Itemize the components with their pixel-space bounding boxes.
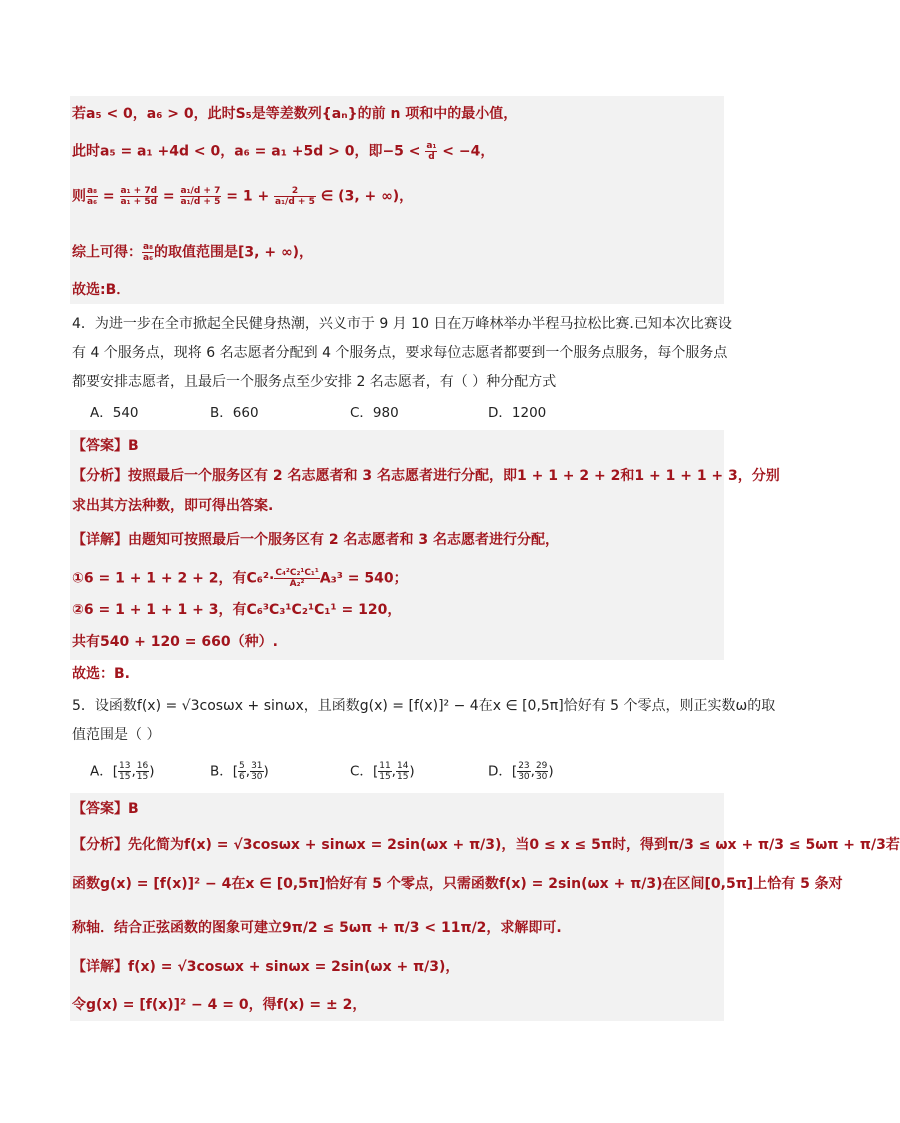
q4-total: 共有540 + 120 = 660（种）. xyxy=(72,634,278,650)
prev-line-4: 综上可得： $\frac{\text{a₈}}{\text{a₆}}$ 的取值范围是[3, + ∞)， xyxy=(72,242,314,263)
q4-stem-1: 4．为进一步在全市掀起全民健身热潮，兴义市于 9 月 10 日在万峰林举办半程马拉松比赛.已知本次比赛设 xyxy=(72,316,732,332)
prev-line-5: 故选:B． xyxy=(72,282,131,298)
q5-analysis-1: 【分析】先化简为f(x) = √3cosωx + sinωx = 2sin(ωx + π/3)，当0 ≤ x ≤ 5π时，得到π/3 ≤ ωx + π/3 ≤ 5ωπ + π/3若 xyxy=(72,837,900,853)
q4-option-d: D．1200 xyxy=(488,405,547,421)
q4-analysis-1: 【分析】按照最后一个服务区有 2 名志愿者和 3 名志愿者进行分配，即1 + 1 + 2 + 2和1 + 1 + 1 + 3，分别 xyxy=(72,468,780,484)
q5-analysis-3: 称轴．结合正弦函数的图象可建立9π/2 ≤ 5ωπ + π/3 < 11π/2，求解即可. xyxy=(72,920,562,936)
q5-detail-1: 【详解】f(x) = √3cosωx + sinωx = 2sin(ωx + π/3)， xyxy=(72,959,460,975)
q4-option-a: A．540 xyxy=(90,405,139,421)
q5-detail-2: 令g(x) = [f(x)]² − 4 = 0，得f(x) = ± 2， xyxy=(72,997,367,1013)
prev-line2-fraction: $\frac{\text{a₁}}{d}$ xyxy=(426,141,437,162)
q4-option-b: B．660 xyxy=(210,405,259,421)
prev-line-2: 此时a₅ = a₁ +4d < 0，a₆ = a₁ +5d > 0，即−5 < $\frac{\text{a₁}}{d}$ < −4， xyxy=(72,141,495,162)
q4-case-2: ②6 = 1 + 1 + 1 + 3，有C₆³C₃¹C₂¹C₁¹ = 120， xyxy=(72,602,402,618)
q5-solution-block xyxy=(70,793,724,1021)
q4-answer: 【答案】B xyxy=(72,438,139,454)
prev-line-1: 若a₅ < 0，a₆ > 0，此时S₅是等差数列{aₙ}的前 n 项和中的最小值， xyxy=(72,106,518,122)
q5-answer: 【答案】B xyxy=(72,801,139,817)
q4-stem-2: 有 4 个服务点，现将 6 名志愿者分配到 4 个服务点，要求每位志愿者都要到一个服务点服务，每个服务点 xyxy=(72,345,728,361)
prev-line-3: 则 $\frac{\text{a₈}}{\text{a₆}}$ = $\frac{\text{a₁ + 7d}}{\text{a₁ + 5d}}$ = $\frac{\text{a₁/d + 7}}{\text{a₁/d + 5}}$ = 1 + $\frac{2}{\text{a₁/d + 5}}$ ∈ (3, + ∞)， xyxy=(72,186,414,207)
q5-analysis-2: 函数g(x) = [f(x)]² − 4在x ∈ [0,5π]恰好有 5 个零点，只需函数f(x) = 2sin(ωx + π/3)在区间[0,5π]上恰有 5 条对 xyxy=(72,876,843,892)
q4-analysis-2: 求出其方法种数，即可得出答案. xyxy=(72,498,274,514)
q5-stem-2: 值范围是（ ） xyxy=(72,727,161,743)
q4-option-c: C．980 xyxy=(350,405,399,421)
q5-option-c: C．[ $\frac{11}{15}$ , $\frac{14}{15}$ ) xyxy=(350,761,415,782)
q5-option-b: B．[ $\frac{5}{6}$ , $\frac{31}{30}$ ) xyxy=(210,761,269,782)
q5-stem-1: 5．设函数f(x) = √3cosωx + sinωx，且函数g(x) = [f(x)]² − 4在x ∈ [0,5π]恰好有 5 个零点，则正实数ω的取 xyxy=(72,698,776,714)
q4-case-1: ①6 = 1 + 1 + 2 + 2，有C₆²· $\frac{\text{C₄²C₂¹C₁¹}}{\text{A₂²}}$ A₃³ = 540； xyxy=(72,568,408,589)
q4-stem-3: 都要安排志愿者，且最后一个服务点至少安排 2 名志愿者，有（ ）种分配方式 xyxy=(72,374,557,390)
q5-option-a: A．[ $\frac{13}{15}$ , $\frac{16}{15}$ ) xyxy=(90,761,155,782)
q4-detail-1: 【详解】由题知可按照最后一个服务区有 2 名志愿者和 3 名志愿者进行分配， xyxy=(72,532,559,548)
q4-choice: 故选：B. xyxy=(72,666,130,682)
q5-option-d: D．[ $\frac{23}{30}$ , $\frac{29}{30}$ ) xyxy=(488,761,554,782)
